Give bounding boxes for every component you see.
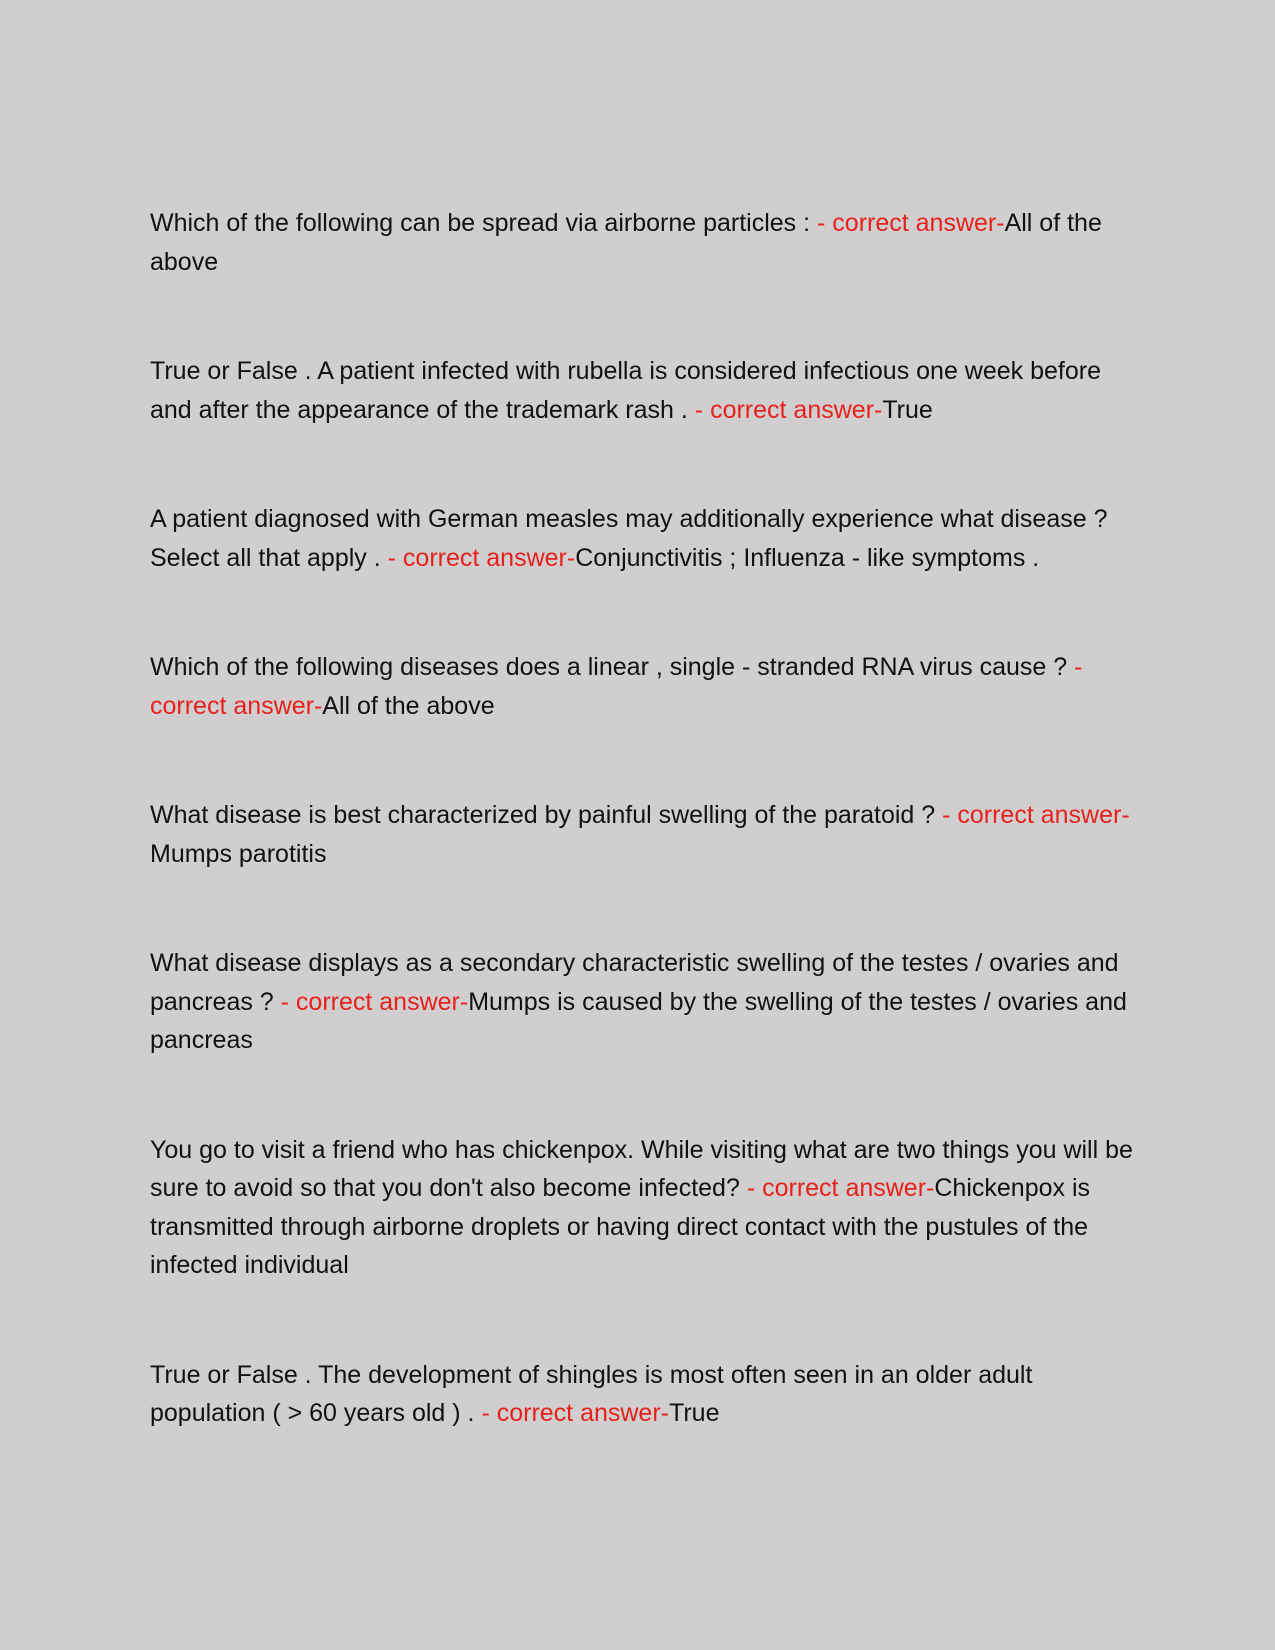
qa-item (150, 204, 1140, 281)
answer-text: Conjunctivitis ; Influenza - like symptoms . (575, 543, 1040, 572)
question-text: You go to visit a friend who has chickenpox. While visiting what are two things you will be sure to avoid so that you don't also become infected? (150, 1135, 1133, 1202)
answer-text: True (882, 395, 933, 424)
answer-text: Mumps parotitis (150, 839, 327, 868)
answer-text: True (669, 1399, 720, 1427)
correct-answer-marker: - correct answer- (387, 543, 576, 572)
qa-item (150, 648, 1140, 725)
qa-item (150, 1356, 1140, 1433)
correct-answer-marker: - correct answer- (150, 653, 1083, 720)
question-text: True or False . The development of shingles is most often seen in an older adult population ( > 60 years old ) . (150, 1360, 1033, 1427)
answer-text: Mumps is caused by the swelling of the testes / ovaries and pancreas (150, 987, 1127, 1054)
qa-item (150, 944, 1140, 1060)
question-text: What disease displays as a secondary characteristic swelling of the testes / ovaries and pancreas ? (150, 949, 1119, 1016)
answer-text: Chickenpox is transmitted through airborne droplets or having direct contact with the pustules of the infected individual (150, 1174, 1091, 1279)
answer-text: All of the above (322, 691, 495, 720)
correct-answer-marker: - correct answer- (746, 1174, 935, 1202)
answer-text: All of the above (150, 209, 1102, 276)
qa-item (150, 500, 1140, 577)
question-text: A patient diagnosed with German measles may additionally experience what disease ? Select all that apply . (150, 505, 1108, 572)
correct-answer-marker: - correct answer- (817, 209, 1005, 237)
qa-item (150, 352, 1140, 429)
qa-item (150, 796, 1140, 873)
question-text: True or False . A patient infected with rubella is considered infectious one week before and after the appearance of the trademark rash . (150, 357, 1102, 424)
qa-item (150, 1131, 1140, 1285)
correct-answer-marker: - correct answer- (481, 1399, 669, 1427)
correct-answer-marker: - correct answer- (280, 987, 469, 1016)
correct-answer-marker: - correct answer- (942, 801, 1130, 829)
question-text: Which of the following diseases does a linear , single - stranded RNA virus cause ? (150, 653, 1068, 681)
document-page (150, 204, 1140, 1504)
correct-answer-marker: - correct answer- (694, 395, 883, 424)
question-text: Which of the following can be spread via airborne particles : (150, 209, 811, 237)
question-text: What disease is best characterized by painful swelling of the paratoid ? (150, 801, 936, 829)
